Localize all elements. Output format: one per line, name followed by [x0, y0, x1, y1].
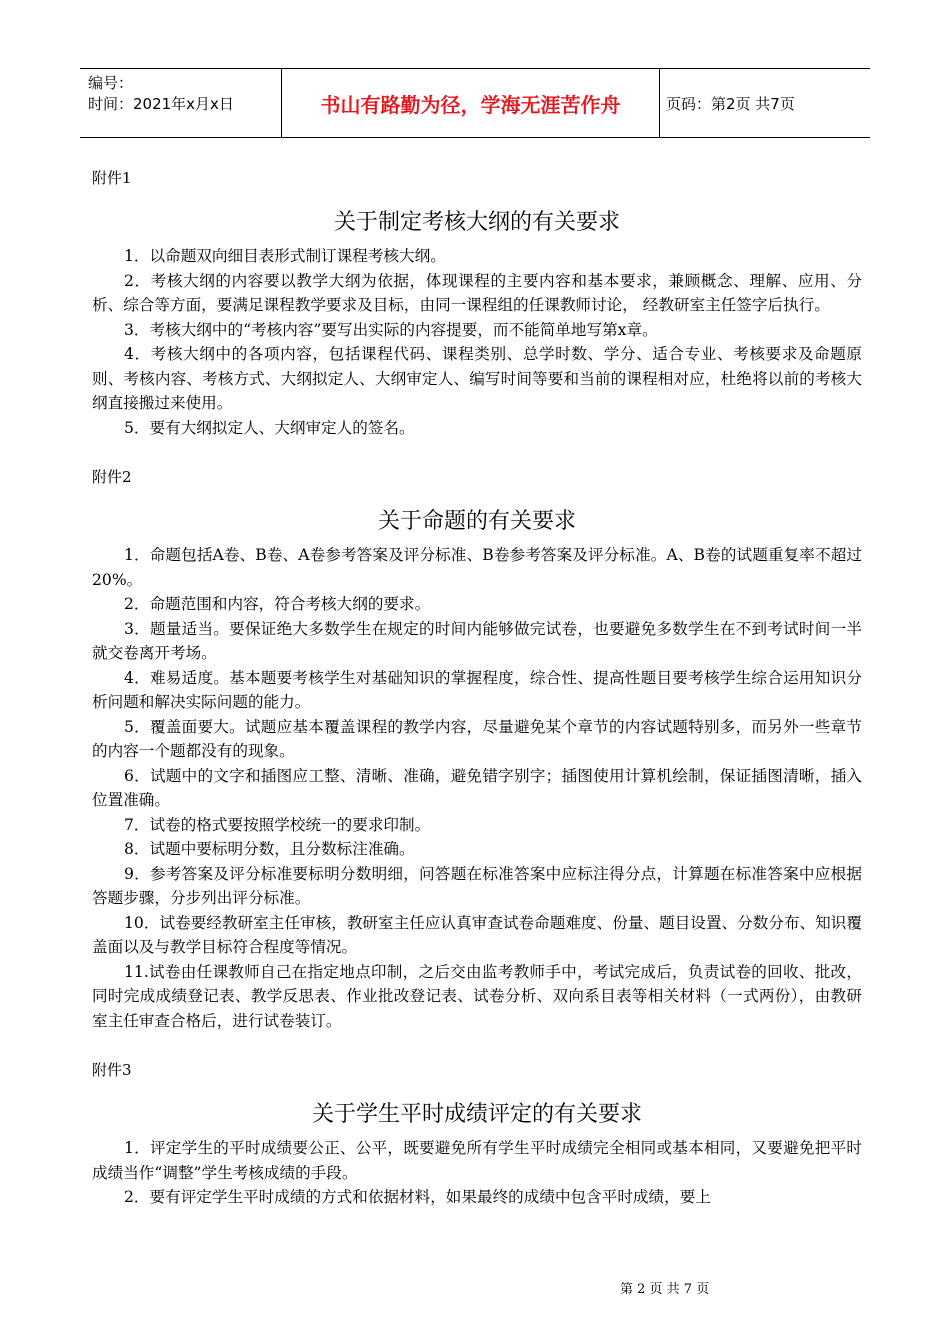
paragraph: 11.试卷由任课教师自己在指定地点印制，之后交由监考教师手中，考试完成后，负责试卷的回收、批改，同时完成成绩登记表、教学反思表、作业批改登记表、试卷分析、双向系目表等相关材料（一式两份），由教研室主任审查合格后，进行试卷装订。 — [92, 962, 862, 1030]
header-meta — [80, 69, 282, 137]
section-2 — [92, 465, 862, 1033]
section-label: 附件3 — [92, 1061, 132, 1079]
document-body — [92, 166, 862, 1210]
header-page-info: 页码：第2页 共7页 — [666, 94, 795, 113]
number-label: 编号： — [88, 74, 134, 92]
paragraph: 6．试题中的文字和插图应工整、清晰、准确，避免错字别字；插图使用计算机绘制，保证插图清晰，插入位置准确。 — [92, 766, 862, 809]
time-label: 时间：2021年x月x日 — [88, 95, 234, 113]
paragraph: 2．命题范围和内容，符合考核大纲的要求。 — [124, 595, 431, 613]
section-title: 关于制定考核大纲的有关要求 — [333, 210, 620, 235]
paragraph: 8．试题中要标明分数，且分数标注准确。 — [124, 840, 415, 858]
paragraph: 10．试卷要经教研室主任审核，教研室主任应认真审查试卷命题难度、份量、题目设置、分数分布、知识覆盖面以及与教学目标符合程度等情况。 — [92, 913, 862, 956]
paragraph: 4．难易适度。基本题要考核学生对基础知识的掌握程度，综合性、提高性题目要考核学生综合运用知识分析问题和解决实际问题的能力。 — [92, 668, 862, 711]
section-title: 关于学生平时成绩评定的有关要求 — [311, 1102, 642, 1127]
paragraph: 1．命题包括A卷、B卷、A卷参考答案及评分标准、B卷参考答案及评分标准。A、B卷的试题重复率不超过20%。 — [92, 546, 862, 589]
paragraph: 4．考核大纲中的各项内容，包括课程代码、课程类别、总学时数、学分、适合专业、考核要求及命题原则、考核内容、考核方式、大纲拟定人、大纲审定人、编写时间等要和当前的课程相对应，杜绝将以前的考核大纲直接搬过来使用。 — [92, 345, 862, 412]
paragraph: 5．要有大纲拟定人、大纲审定人的签名。 — [124, 418, 415, 437]
paragraph: 9．参考答案及评分标准要标明分数明细，问答题在标准答案中应标注得分点，计算题在标准答案中应根据答题步骤，分步列出评分标准。 — [92, 864, 862, 907]
section-3 — [92, 1058, 862, 1210]
paragraph: 3．考核大纲中的“考核内容”要写出实际的内容提要，而不能简单地写第x章。 — [124, 320, 658, 339]
paragraph: 7．试卷的格式要按照学校统一的要求印制。 — [124, 815, 431, 834]
paragraph: 1．评定学生的平时成绩要公正、公平，既要避免所有学生平时成绩完全相同或基本相同，又要避免把平时成绩当作“调整”学生考核成绩的手段。 — [92, 1139, 862, 1182]
paragraph: 2．要有评定学生平时成绩的方式和依据材料，如果最终的成绩中包含平时成绩，要上 — [124, 1188, 711, 1206]
section-title: 关于命题的有关要求 — [377, 509, 576, 534]
section-label: 附件1 — [92, 169, 132, 187]
paragraph: 5．覆盖面要大。试题应基本覆盖课程的教学内容，尽量避免某个章节的内容试题特别多，而另外一些章节的内容一个题都没有的现象。 — [92, 717, 862, 760]
paragraph: 1．以命题双向细目表形式制订课程考核大纲。 — [124, 247, 446, 265]
section-1 — [92, 166, 862, 440]
paragraph: 3．题量适当。要保证绝大多数学生在规定的时间内能够做完试卷，也要避免多数学生在不到考试时间一半就交卷离开考场。 — [92, 619, 862, 662]
page-footer: 第 2 页 共 7 页 — [620, 1282, 710, 1297]
section-label: 附件2 — [92, 468, 132, 486]
paragraph: 2．考核大纲的内容要以教学大纲为依据，体现课程的主要内容和基本要求，兼顾概念、理解、应用、分析、综合等方面，要满足课程教学要求及目标，由同一课程组的任课教师讨论， 经教研室主任签字后执行。 — [92, 271, 862, 314]
header-motto: 书山有路勤为径，学海无涯苦作舟 — [282, 69, 660, 137]
page-header — [80, 68, 870, 138]
